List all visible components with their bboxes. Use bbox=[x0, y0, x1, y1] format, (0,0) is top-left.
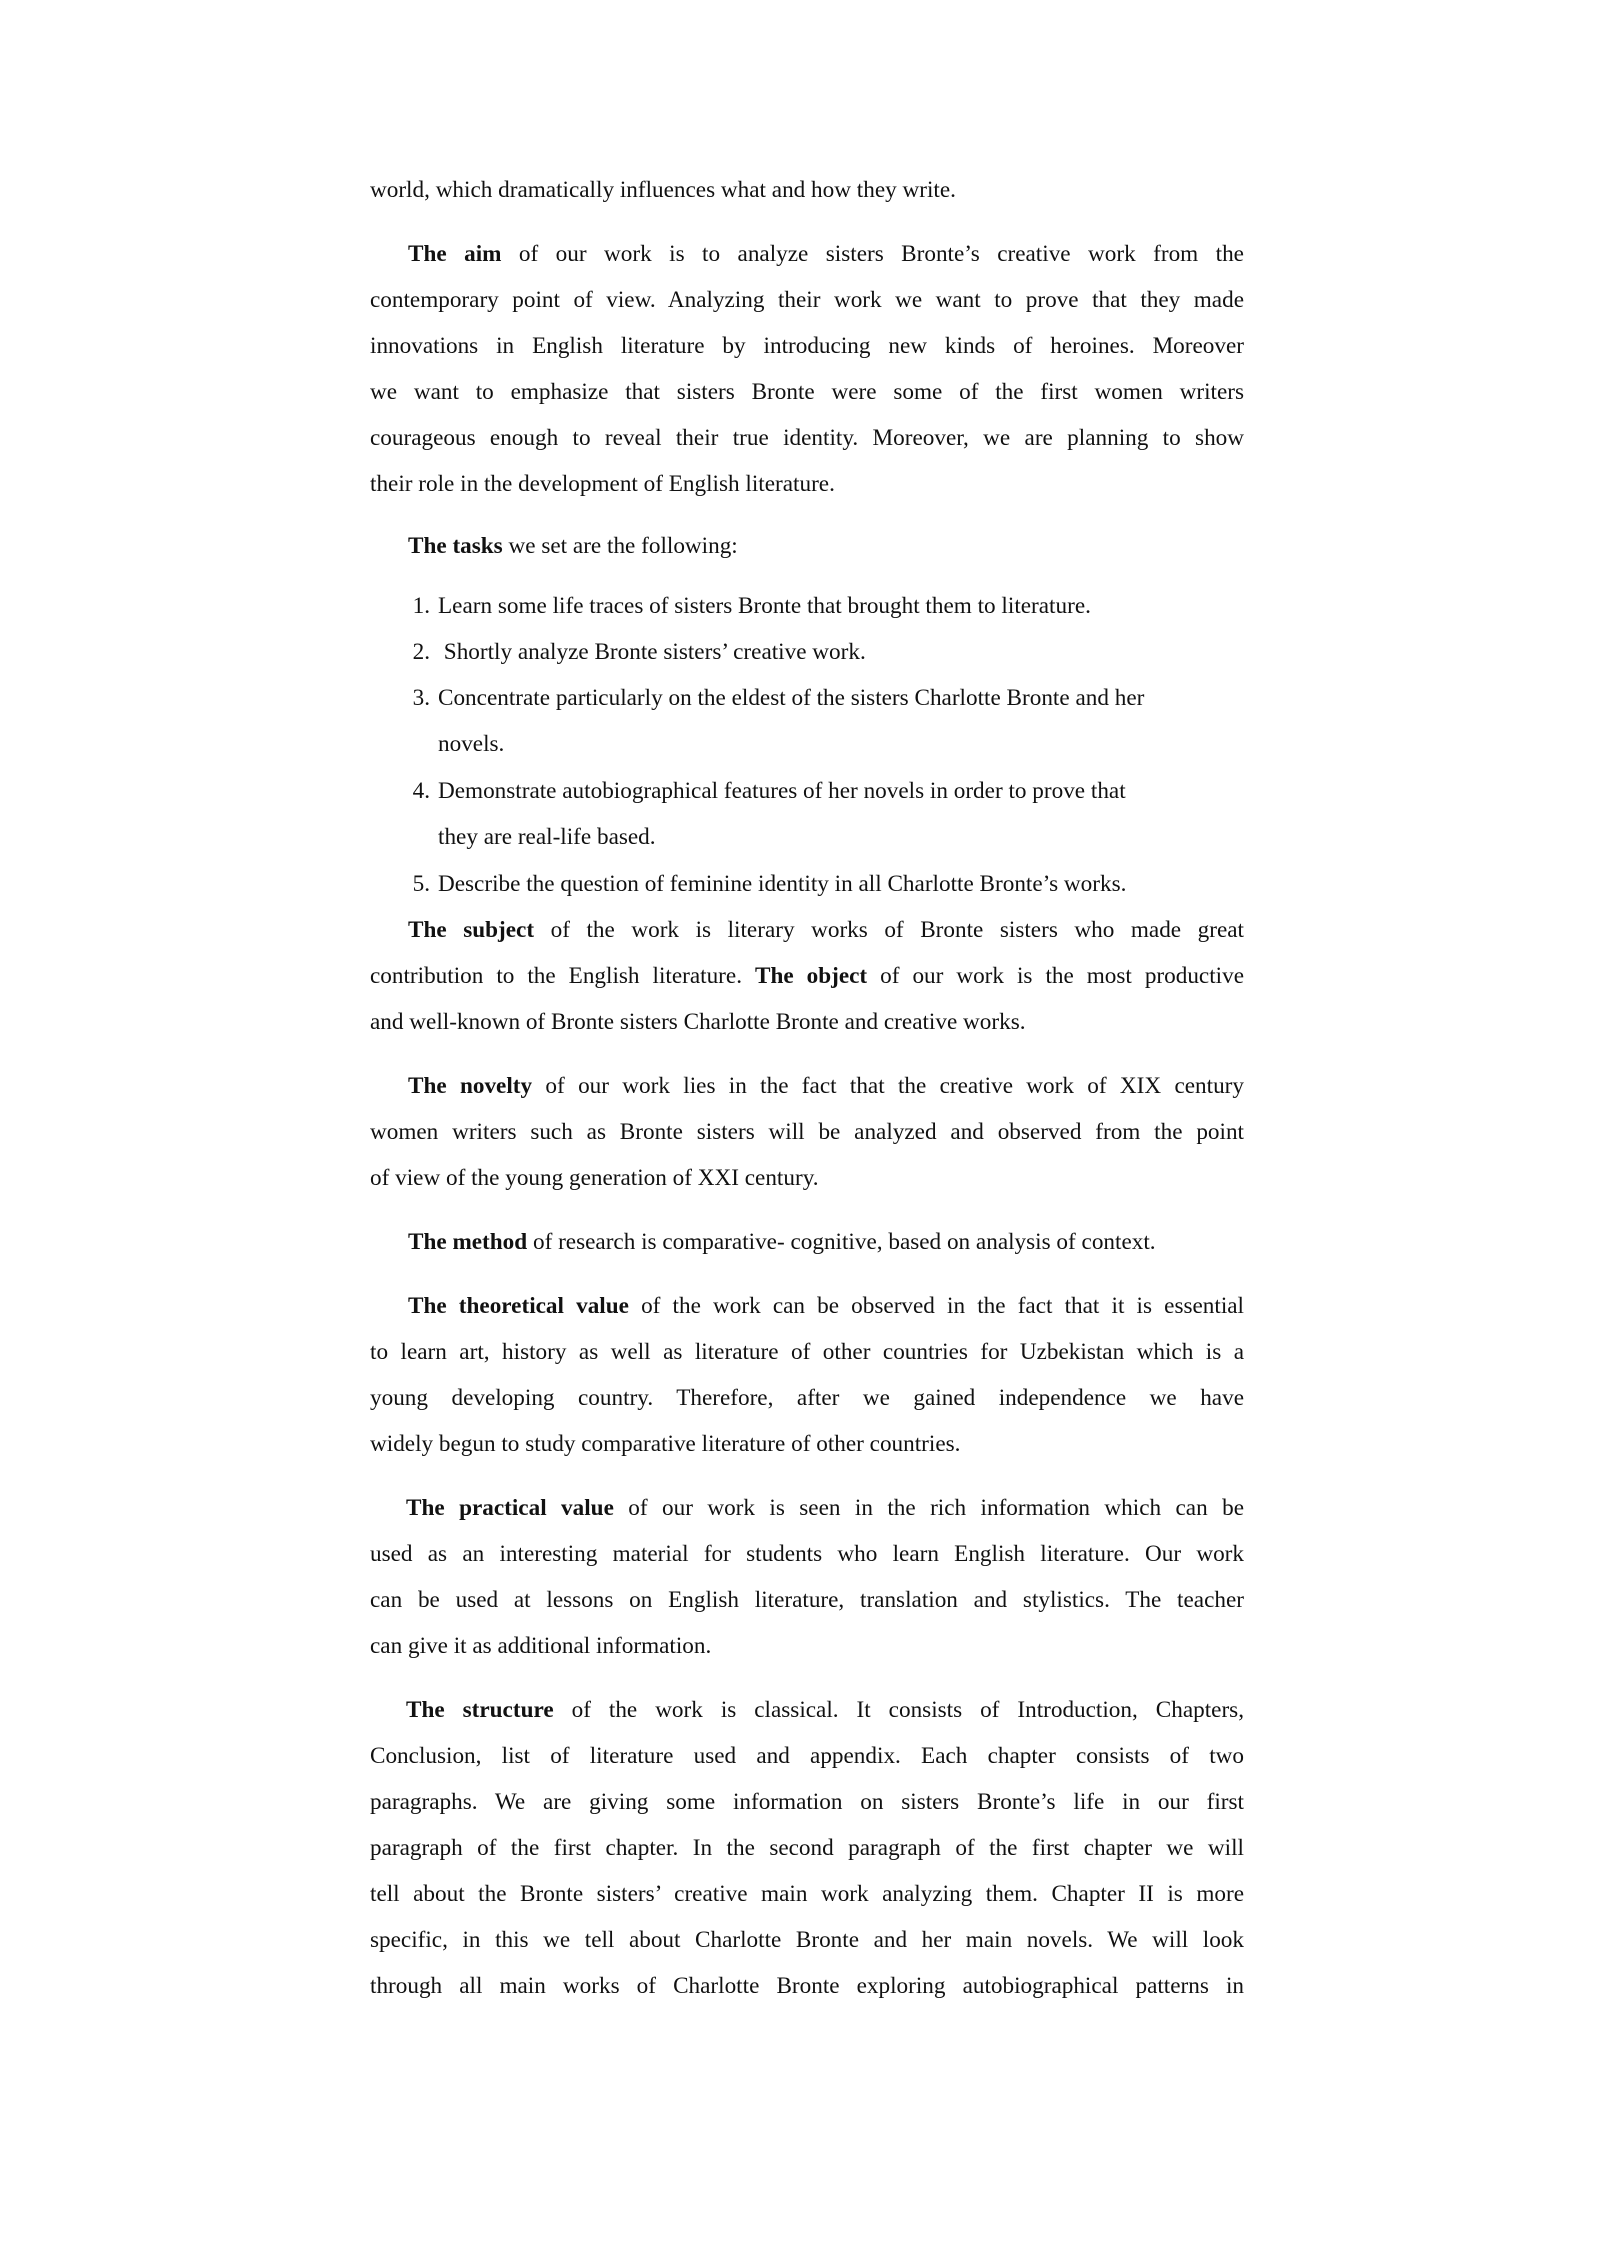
practical-line-1: The practical value of our work is seen in the rich information which can be bbox=[406, 1495, 1244, 1521]
theoretical-line-4: widely begun to study comparative literature of other countries. bbox=[370, 1431, 961, 1457]
structure-line-2: Conclusion, list of literature used and appendix. Each chapter consists of two bbox=[370, 1743, 1244, 1769]
structure-line-1: The structure of the work is classical. It consists of Introduction, Chapters, bbox=[406, 1697, 1244, 1723]
task-item-3: 3. Concentrate particularly on the eldest of the sisters Charlotte Bronte and her bbox=[412, 685, 1145, 711]
aim-line-2: contemporary point of view. Analyzing their work we want to prove that they made bbox=[370, 287, 1244, 313]
structure-line-7: through all main works of Charlotte Bronte exploring autobiographical patterns in bbox=[370, 1973, 1244, 1999]
intro-fragment: world, which dramatically influences what and how they write. bbox=[370, 177, 956, 203]
aim-line-3: innovations in English literature by introducing new kinds of heroines. Moreover bbox=[370, 333, 1244, 359]
theoretical-label: The theoretical value bbox=[408, 1293, 629, 1319]
aim-line-4: we want to emphasize that sisters Bronte were some of the first women writers bbox=[370, 379, 1244, 405]
structure-line-6: specific, in this we tell about Charlotte Bronte and her main novels. We will look bbox=[370, 1927, 1244, 1953]
aim-line-5: courageous enough to reveal their true identity. Moreover, we are planning to show bbox=[370, 425, 1244, 451]
subject-line-3: and well-known of Bronte sisters Charlotte Bronte and creative works. bbox=[370, 1009, 1026, 1035]
practical-label: The practical value bbox=[406, 1495, 614, 1521]
method-label: The method bbox=[408, 1229, 528, 1255]
aim-line-1: The aim of our work is to analyze sisters Bronte’s creative work from the bbox=[408, 241, 1244, 267]
theoretical-line-3: young developing country. Therefore, after we gained independence we have bbox=[370, 1385, 1244, 1411]
novelty-line-3: of view of the young generation of XXI century. bbox=[370, 1165, 819, 1191]
novelty-label: The novelty bbox=[408, 1073, 533, 1099]
task-item-1: 1. Learn some life traces of sisters Bronte that brought them to literature. bbox=[412, 593, 1091, 619]
subject-line-2: contribution to the English literature. The object of our work is the most productive bbox=[370, 963, 1244, 989]
theoretical-line-1: The theoretical value of the work can be observed in the fact that it is essential bbox=[408, 1293, 1244, 1319]
subject-line-1: The subject of the work is literary works of Bronte sisters who made great bbox=[408, 917, 1244, 943]
aim-label: The aim bbox=[408, 241, 502, 267]
practical-line-4: can give it as additional information. bbox=[370, 1633, 712, 1659]
object-label: The object bbox=[754, 963, 868, 989]
practical-line-2: used as an interesting material for students who learn English literature. Our work bbox=[370, 1541, 1244, 1567]
aim-line-6: their role in the development of English literature. bbox=[370, 471, 835, 497]
task-item-2: 2. Shortly analyze Bronte sisters’ creative work. bbox=[412, 639, 866, 665]
structure-line-3: paragraphs. We are giving some information on sisters Bronte’s life in our first bbox=[370, 1789, 1244, 1815]
theoretical-line-2: to learn art, history as well as literature of other countries for Uzbekistan which is a bbox=[370, 1339, 1244, 1365]
task-item-4-cont: they are real-life based. bbox=[438, 824, 656, 850]
tasks-label: The tasks bbox=[408, 533, 503, 559]
novelty-line-2: women writers such as Bronte sisters will be analyzed and observed from the point bbox=[370, 1119, 1244, 1145]
tasks-intro: The tasks we set are the following: bbox=[408, 533, 738, 559]
novelty-line-1: The novelty of our work lies in the fact that the creative work of XIX century bbox=[408, 1073, 1244, 1099]
structure-line-5: tell about the Bronte sisters’ creative main work analyzing them. Chapter II is more bbox=[370, 1881, 1244, 1907]
structure-label: The structure bbox=[406, 1697, 554, 1723]
task-item-5: 5. Describe the question of feminine identity in all Charlotte Bronte’s works. bbox=[412, 871, 1127, 897]
task-item-3-cont: novels. bbox=[438, 731, 505, 757]
practical-line-3: can be used at lessons on English literature, translation and stylistics. The teacher bbox=[370, 1587, 1244, 1613]
task-item-4: 4. Demonstrate autobiographical features of her novels in order to prove that bbox=[412, 778, 1126, 804]
method-line: The method of research is comparative- cognitive, based on analysis of context. bbox=[408, 1229, 1156, 1255]
subject-label: The subject bbox=[408, 917, 535, 943]
structure-line-4: paragraph of the first chapter. In the second paragraph of the first chapter we will bbox=[370, 1835, 1244, 1861]
